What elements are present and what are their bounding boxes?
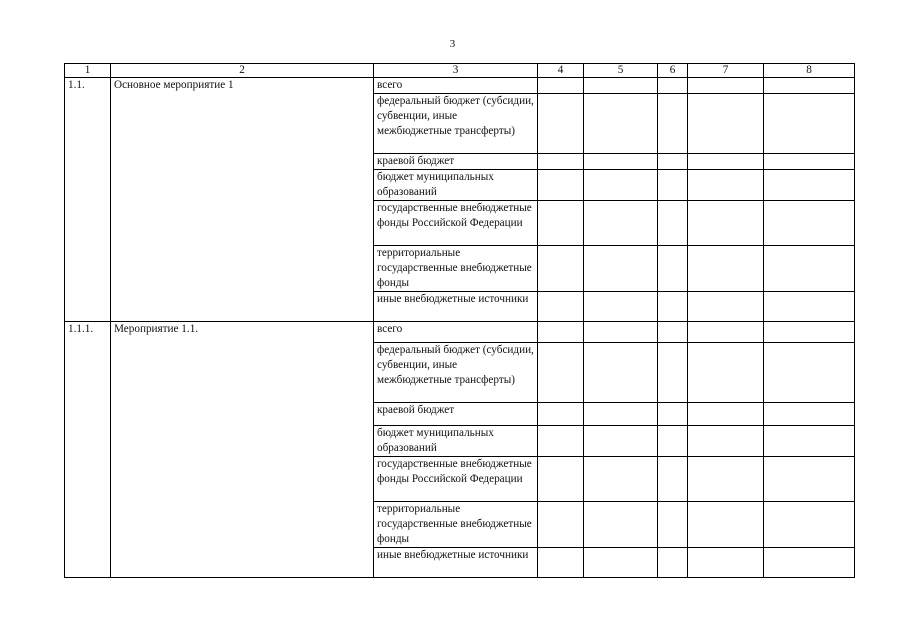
- header-cell-5: 5: [584, 64, 658, 78]
- row-number: 1.1.1.: [65, 322, 111, 578]
- value-cell: [688, 343, 764, 403]
- value-cell: [658, 457, 688, 502]
- header-cell-3: 3: [374, 64, 538, 78]
- value-cell: [658, 292, 688, 322]
- value-cell: [764, 343, 855, 403]
- value-cell: [584, 170, 658, 201]
- funding-source: иные внебюджетные источники: [374, 548, 538, 578]
- value-cell: [584, 426, 658, 457]
- value-cell: [688, 246, 764, 292]
- value-cell: [764, 548, 855, 578]
- activity-name: Основное мероприятие 1: [111, 78, 374, 322]
- value-cell: [538, 78, 584, 94]
- value-cell: [764, 457, 855, 502]
- value-cell: [538, 246, 584, 292]
- value-cell: [538, 170, 584, 201]
- value-cell: [658, 426, 688, 457]
- value-cell: [658, 343, 688, 403]
- value-cell: [584, 548, 658, 578]
- funding-source: всего: [374, 78, 538, 94]
- table-row: [65, 322, 855, 343]
- value-cell: [538, 343, 584, 403]
- value-cell: [584, 343, 658, 403]
- value-cell: [658, 502, 688, 548]
- value-cell: [538, 154, 584, 170]
- header-cell-1: 1: [65, 64, 111, 78]
- funding-source: бюджет муниципальных образований: [374, 170, 538, 201]
- value-cell: [658, 403, 688, 426]
- funding-source: всего: [374, 322, 538, 343]
- value-cell: [584, 502, 658, 548]
- value-cell: [764, 201, 855, 246]
- value-cell: [584, 201, 658, 246]
- value-cell: [584, 403, 658, 426]
- value-cell: [658, 201, 688, 246]
- value-cell: [764, 292, 855, 322]
- value-cell: [764, 426, 855, 457]
- value-cell: [688, 322, 764, 343]
- value-cell: [538, 292, 584, 322]
- header-cell-7: 7: [688, 64, 764, 78]
- value-cell: [764, 154, 855, 170]
- value-cell: [688, 457, 764, 502]
- value-cell: [584, 292, 658, 322]
- budget-table: [64, 63, 855, 578]
- value-cell: [764, 403, 855, 426]
- table-row: [65, 78, 855, 94]
- header-cell-4: 4: [538, 64, 584, 78]
- value-cell: [538, 457, 584, 502]
- value-cell: [764, 502, 855, 548]
- value-cell: [538, 201, 584, 246]
- value-cell: [764, 322, 855, 343]
- value-cell: [658, 154, 688, 170]
- value-cell: [764, 94, 855, 154]
- value-cell: [538, 502, 584, 548]
- header-cell-2: 2: [111, 64, 374, 78]
- header-cell-8: 8: [764, 64, 855, 78]
- value-cell: [584, 94, 658, 154]
- value-cell: [658, 78, 688, 94]
- activity-name: Мероприятие 1.1.: [111, 322, 374, 578]
- value-cell: [764, 246, 855, 292]
- funding-source: государственные внебюджетные фонды Российской Федерации: [374, 201, 538, 246]
- value-cell: [658, 170, 688, 201]
- value-cell: [658, 548, 688, 578]
- value-cell: [688, 292, 764, 322]
- value-cell: [584, 457, 658, 502]
- value-cell: [688, 154, 764, 170]
- value-cell: [688, 426, 764, 457]
- value-cell: [658, 322, 688, 343]
- header-row: [65, 64, 855, 78]
- value-cell: [688, 403, 764, 426]
- funding-source: государственные внебюджетные фонды Российской Федерации: [374, 457, 538, 502]
- value-cell: [658, 246, 688, 292]
- value-cell: [584, 322, 658, 343]
- value-cell: [688, 548, 764, 578]
- value-cell: [658, 94, 688, 154]
- value-cell: [688, 170, 764, 201]
- funding-source: иные внебюджетные источники: [374, 292, 538, 322]
- value-cell: [538, 426, 584, 457]
- row-number: 1.1.: [65, 78, 111, 322]
- value-cell: [688, 94, 764, 154]
- value-cell: [538, 548, 584, 578]
- value-cell: [688, 78, 764, 94]
- page-number: 3: [449, 38, 456, 50]
- value-cell: [538, 403, 584, 426]
- value-cell: [538, 94, 584, 154]
- funding-source: краевой бюджет: [374, 403, 538, 426]
- funding-source: бюджет муниципальных образований: [374, 426, 538, 457]
- value-cell: [584, 246, 658, 292]
- value-cell: [764, 170, 855, 201]
- funding-source: краевой бюджет: [374, 154, 538, 170]
- funding-source: территориальные государственные внебюджетные фонды: [374, 246, 538, 292]
- funding-source: федеральный бюджет (субсидии, субвенции, иные межбюджетные трансферты): [374, 94, 538, 154]
- value-cell: [538, 322, 584, 343]
- funding-source: федеральный бюджет (субсидии, субвенции, иные межбюджетные трансферты): [374, 343, 538, 403]
- value-cell: [584, 154, 658, 170]
- value-cell: [688, 201, 764, 246]
- value-cell: [764, 78, 855, 94]
- value-cell: [584, 78, 658, 94]
- value-cell: [688, 502, 764, 548]
- header-cell-6: 6: [658, 64, 688, 78]
- funding-source: территориальные государственные внебюджетные фонды: [374, 502, 538, 548]
